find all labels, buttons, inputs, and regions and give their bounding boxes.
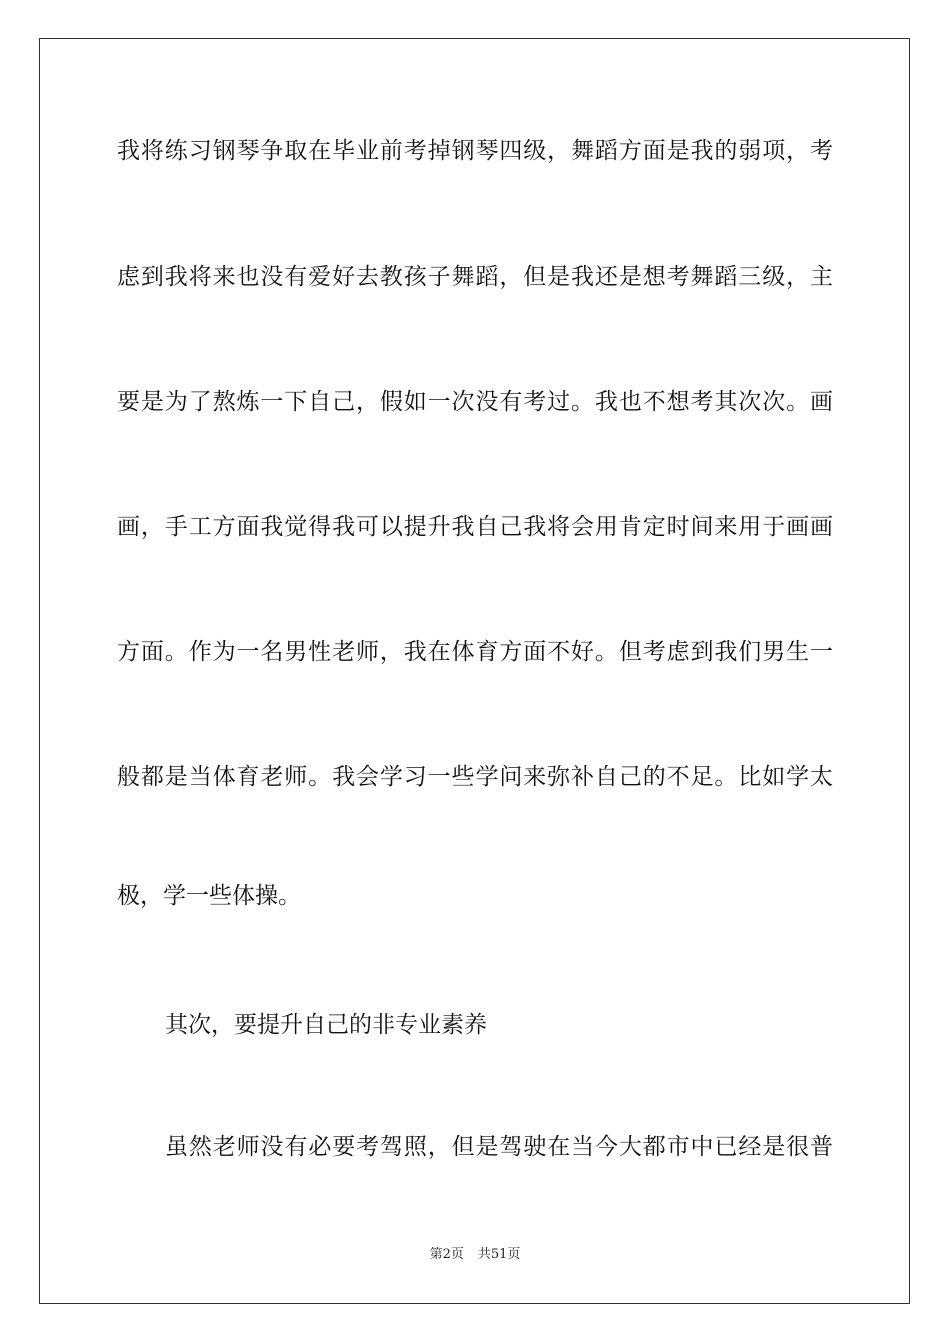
page-border bbox=[39, 38, 910, 1304]
body-text-line: 虑到我将来也没有爱好去教孩子舞蹈，但是我还是想考舞蹈三级，主 bbox=[117, 264, 833, 290]
body-text-line: 我将练习钢琴争取在毕业前考掉钢琴四级，舞蹈方面是我的弱项，考 bbox=[117, 138, 833, 164]
body-text-line: 极，学一些体操。 bbox=[117, 883, 301, 909]
body-text-line: 画，手工方面我觉得我可以提升我自己我将会用肯定时间来用于画画 bbox=[117, 514, 833, 540]
section-heading: 其次，要提升自己的非专业素养 bbox=[165, 1012, 487, 1038]
body-text-line: 要是为了熬炼一下自己，假如一次没有考过。我也不想考其次次。画 bbox=[117, 389, 833, 415]
page-total: 共51页 bbox=[477, 1247, 521, 1262]
page-number: 第2页 bbox=[429, 1247, 464, 1262]
page-footer bbox=[0, 1246, 950, 1264]
body-text-line: 虽然老师没有必要考驾照，但是驾驶在当今大都市中已经是很普 bbox=[165, 1134, 833, 1160]
body-text-line: 般都是当体育老师。我会学习一些学问来弥补自己的不足。比如学太 bbox=[117, 764, 833, 790]
body-text-line: 方面。作为一名男性老师，我在体育方面不好。但考虑到我们男生一 bbox=[117, 639, 833, 665]
